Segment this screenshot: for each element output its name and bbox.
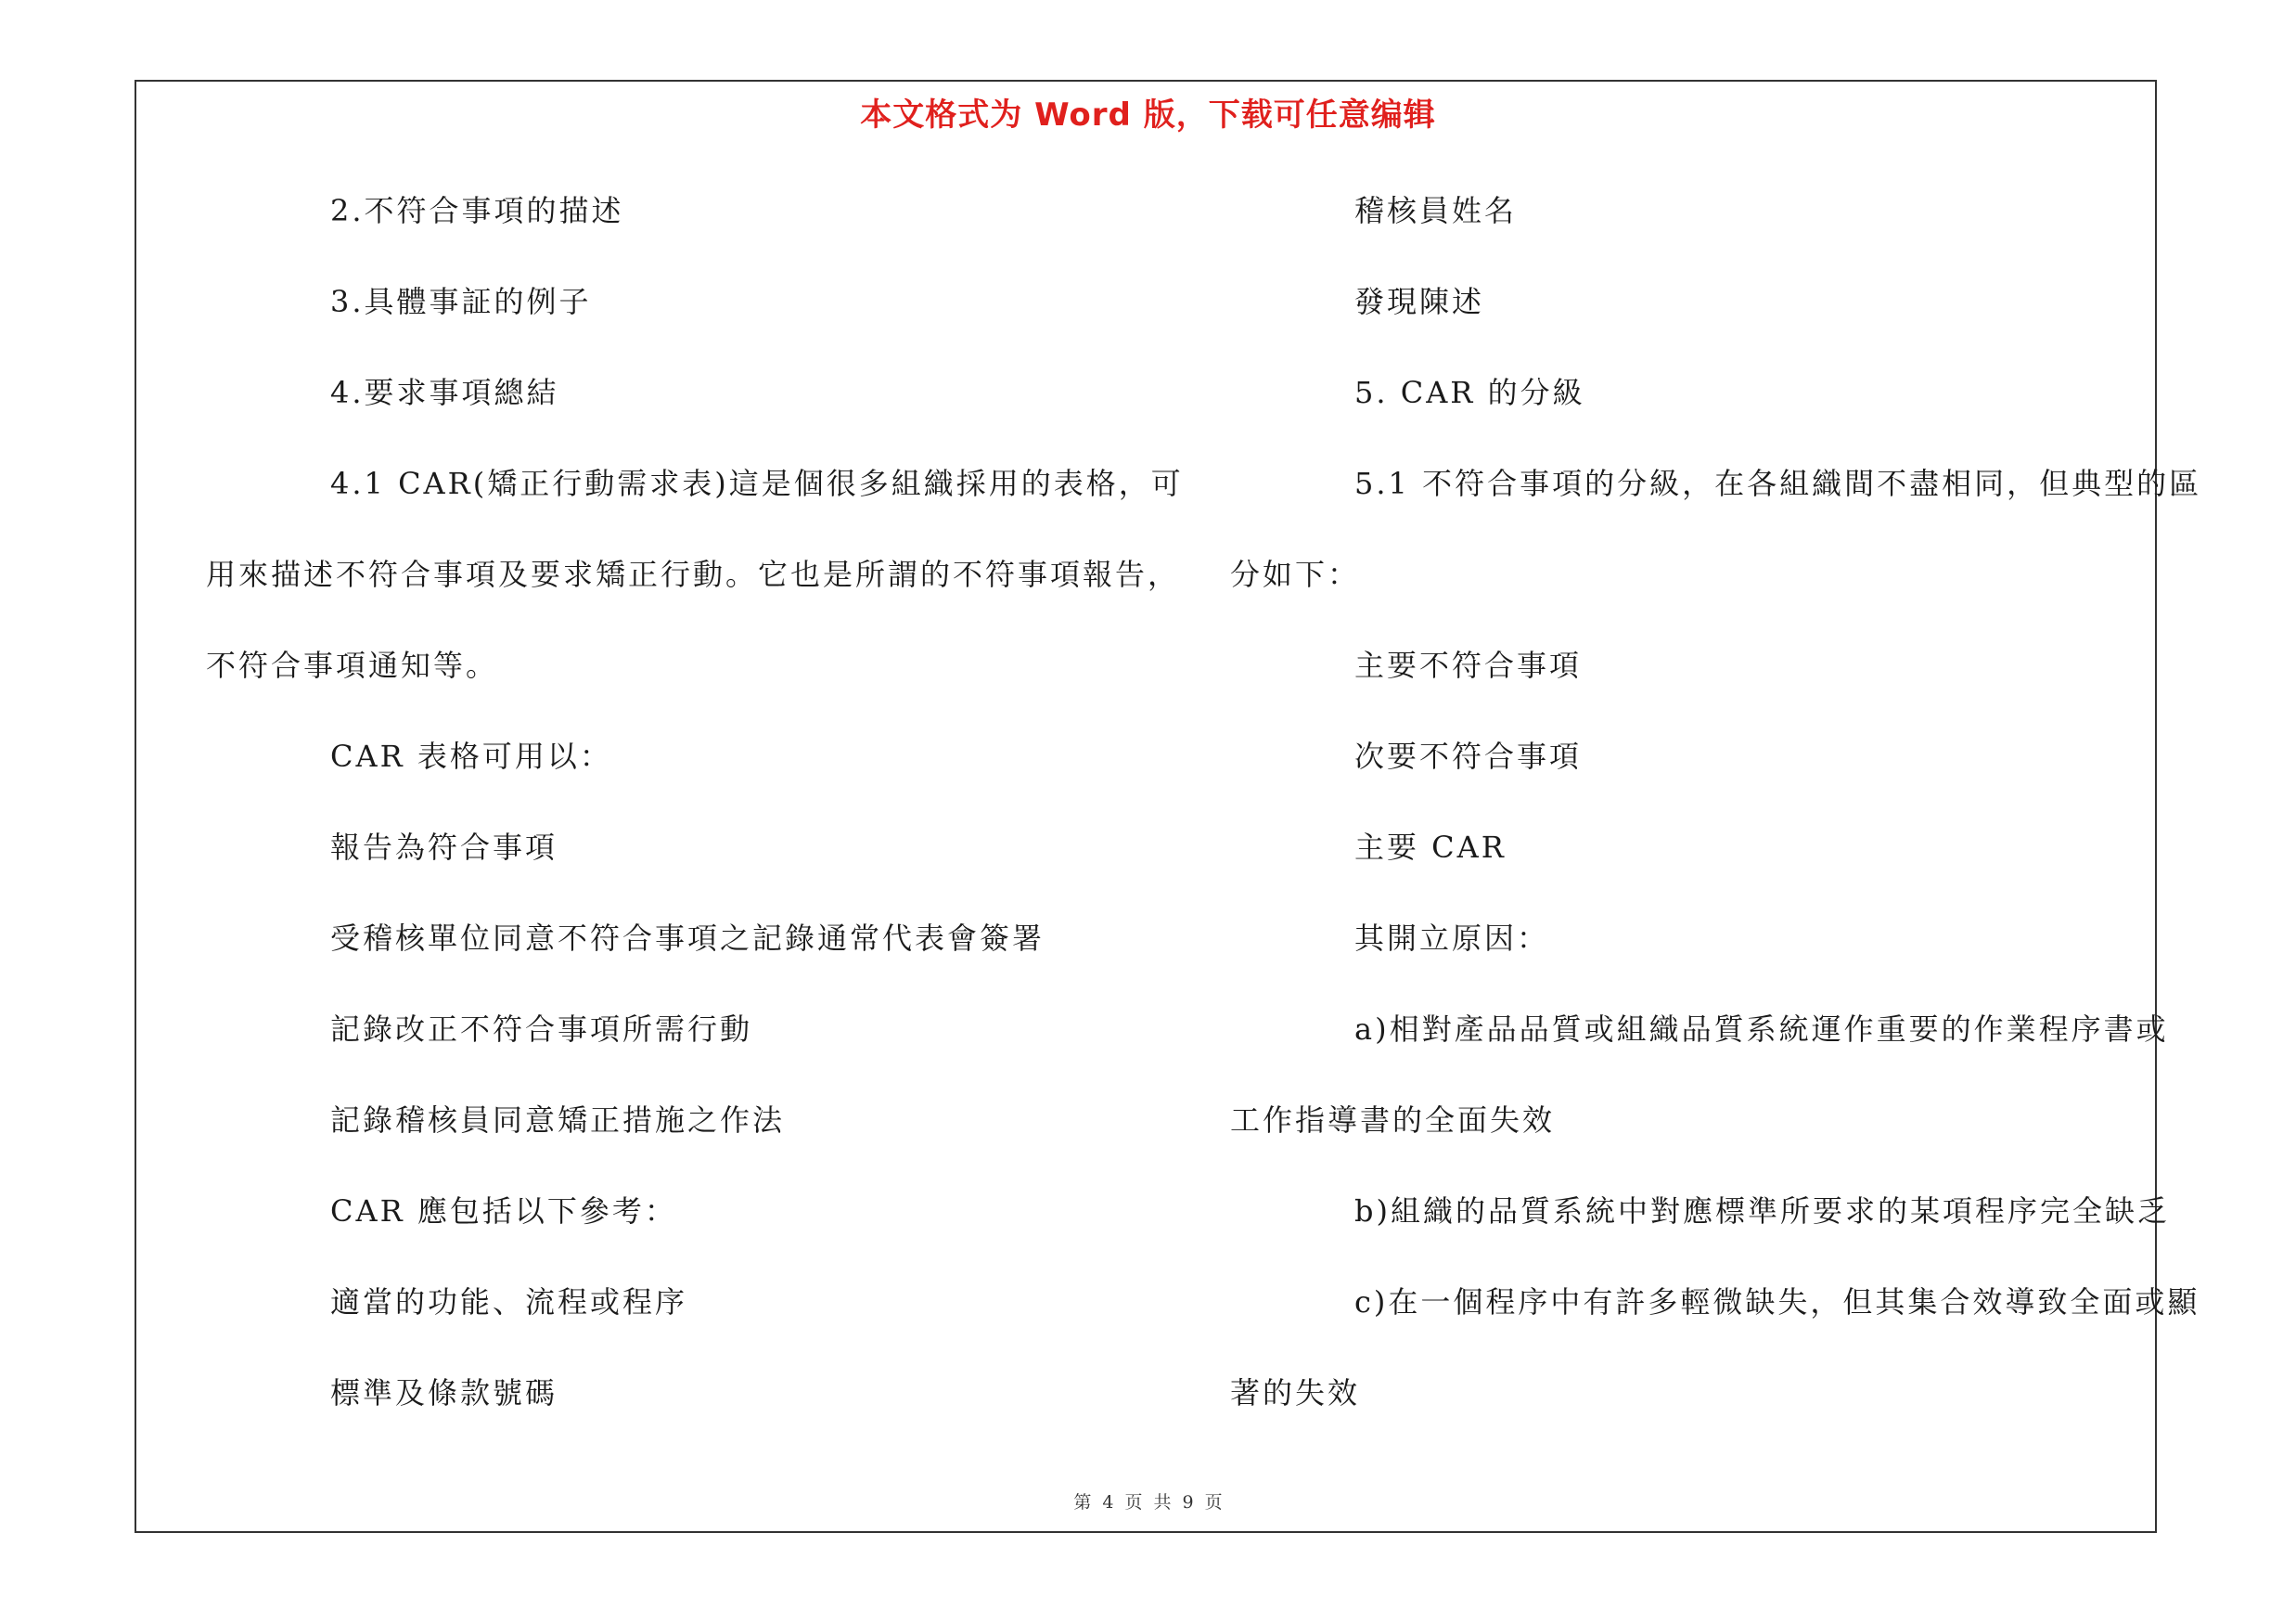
paragraph-line: c)在一個程序中有許多輕微缺失，但其集合效導致全面或顯 — [1354, 1284, 2200, 1320]
paragraph-line: 4.要求事項總結 — [330, 375, 559, 410]
paragraph-line: 主要不符合事項 — [1354, 648, 1583, 683]
paragraph-line: a)相對產品品質或組織品質系統運作重要的作業程序書或 — [1354, 1011, 2169, 1047]
paragraph-line: 發現陳述 — [1354, 284, 1485, 319]
paragraph-line: 記錄稽核員同意矯正措施之作法 — [330, 1102, 786, 1138]
paragraph-line: 著的失效 — [1230, 1375, 1361, 1410]
paragraph-line: 稽核員姓名 — [1354, 193, 1518, 228]
paragraph-line: CAR 表格可用以： — [330, 739, 612, 774]
paragraph-line: 其開立原因： — [1354, 921, 1550, 956]
paragraph-line: 工作指導書的全面失效 — [1230, 1102, 1556, 1138]
paragraph-line: 5.1 不符合事項的分級，在各組織間不盡相同，但典型的區 — [1354, 466, 2202, 501]
paragraph-line: 記錄改正不符合事項所需行動 — [330, 1011, 753, 1047]
paragraph-line: 分如下： — [1230, 557, 1361, 592]
paragraph-line: 4.1 CAR(矯正行動需求表)這是個很多組織採用的表格，可 — [330, 466, 1184, 501]
page-number-footer — [0, 1488, 2296, 1514]
paragraph-line: 受稽核單位同意不符合事項之記錄通常代表會簽署 — [330, 921, 1045, 956]
paragraph-line: 5. CAR 的分級 — [1354, 375, 1585, 410]
paragraph-line: 適當的功能、流程或程序 — [330, 1284, 688, 1320]
right-column — [1230, 186, 2202, 1459]
paragraph-line: 2.不符合事項的描述 — [330, 193, 624, 228]
paragraph-line: 主要 CAR — [1354, 830, 1507, 865]
footer-suffix: 页 — [1204, 1492, 1223, 1513]
paragraph-line: 報告為符合事項 — [330, 830, 558, 865]
total-page-number: 9 — [1182, 1492, 1194, 1513]
paragraph-line: 不符合事項通知等。 — [206, 648, 499, 683]
paragraph-line: 用來描述不符合事項及要求矯正行動。它也是所謂的不符事項報告， — [206, 557, 1181, 592]
footer-total-word: 共 — [1153, 1492, 1172, 1513]
paragraph-line: 次要不符合事項 — [1354, 739, 1583, 774]
paragraph-line: CAR 應包括以下參考： — [330, 1193, 677, 1229]
paragraph-line: 3.具體事証的例子 — [330, 284, 592, 319]
footer-prefix: 第 — [1073, 1492, 1092, 1513]
word-format-banner: 本文格式为 Word 版，下载可任意编辑 — [860, 97, 1436, 134]
footer-page-word: 页 — [1124, 1492, 1143, 1513]
current-page-number: 4 — [1102, 1492, 1114, 1513]
paragraph-line: b)組織的品質系統中對應標準所要求的某項程序完全缺乏 — [1354, 1193, 2170, 1229]
left-column — [206, 186, 1189, 1459]
paragraph-line: 標準及條款號碼 — [330, 1375, 558, 1410]
